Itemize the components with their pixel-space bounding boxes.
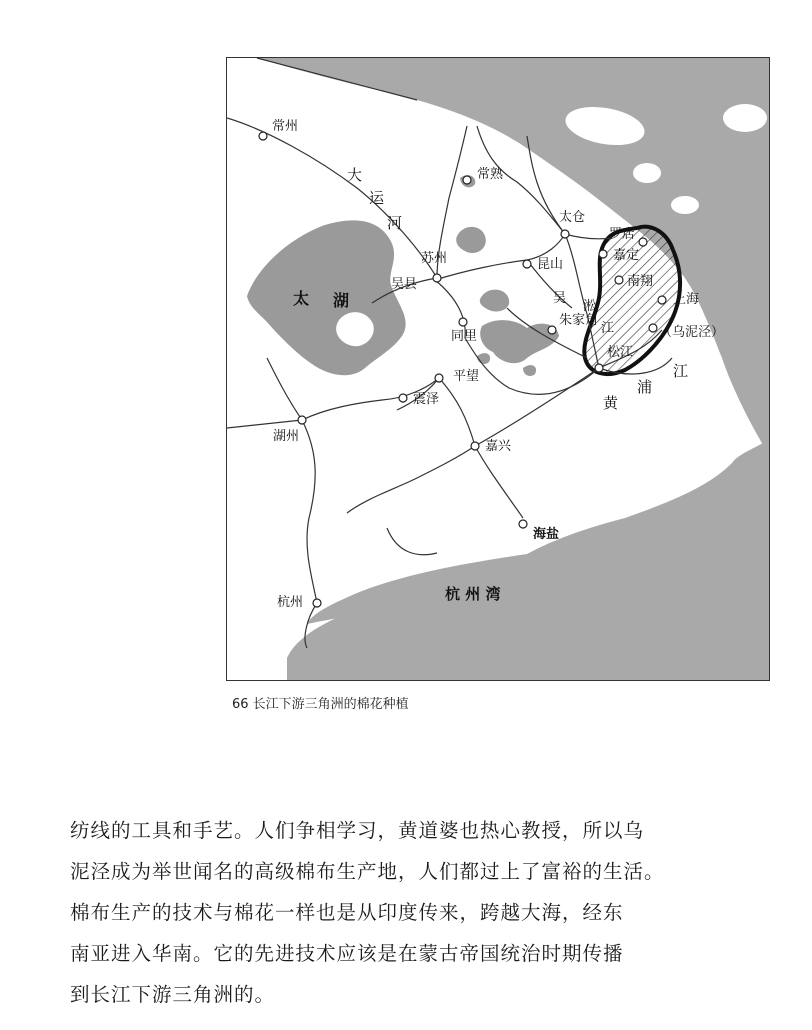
label-jiang2: 江 — [673, 362, 689, 380]
body-line-3: 棉布生产的技术与棉花一样也是从印度传来，跨越大海，经东 — [70, 901, 624, 924]
label-changshu: 常熟 — [477, 167, 504, 182]
city-marker-suzhou — [433, 274, 441, 282]
delta-cotton-map — [226, 57, 770, 681]
lake-dianshan — [480, 290, 509, 312]
city-marker-changshu — [463, 176, 471, 184]
label-jiading: 嘉定 — [613, 248, 640, 263]
label-suzhou: 苏州 — [421, 251, 448, 266]
body-line-4: 南亚进入华南。它的先进技术应该是在蒙古帝国统治时期传播 — [70, 942, 624, 965]
city-marker-huzhou — [298, 416, 306, 424]
city-marker-hangzhou — [313, 599, 321, 607]
city-marker-zhenze — [399, 394, 407, 402]
label-hangzhou-bay: 杭 州 湾 — [445, 585, 501, 603]
body-paragraph — [70, 810, 760, 1015]
label-canal-he: 河 — [387, 214, 403, 232]
lake-small-2 — [523, 365, 536, 376]
body-line-5: 到长江下游三角洲的。 — [70, 983, 276, 1006]
body-line-2: 泥泾成为举世闻名的高级棉布生产地，人们都过上了富裕的生活。 — [70, 860, 665, 883]
label-kunshan: 昆山 — [537, 257, 564, 272]
city-marker-pingwang — [435, 374, 443, 382]
city-marker-haiyan — [519, 520, 527, 528]
label-jiang1: 江 — [601, 321, 615, 336]
city-marker-shanghai — [658, 296, 666, 304]
label-nanxiang: 南翔 — [627, 274, 654, 289]
city-marker-kunshan — [523, 260, 531, 268]
label-wu: 吴 — [553, 291, 567, 306]
label-zhujiajiao: 朱家角 — [559, 313, 599, 328]
label-luodian: 罗店 — [609, 227, 636, 242]
city-marker-zhujiajiao — [548, 326, 556, 334]
label-zhenze: 震泽 — [413, 392, 440, 407]
label-pu: 浦 — [637, 378, 653, 396]
label-changzhou: 常州 — [272, 119, 299, 134]
label-canal-da: 大 — [347, 166, 363, 184]
city-marker-changzhou — [259, 132, 267, 140]
city-marker-wunijing — [649, 324, 657, 332]
label-songjiang: 松江 — [607, 345, 634, 360]
city-marker-jiaxing — [471, 442, 479, 450]
label-huzhou: 湖州 — [273, 429, 300, 444]
city-marker-taicang — [561, 230, 569, 238]
label-taicang: 太仓 — [559, 210, 586, 225]
sea-east — [287, 438, 770, 681]
label-pingwang: 平望 — [453, 369, 480, 384]
label-song: 淞 — [583, 299, 597, 314]
lake-tai — [247, 220, 406, 375]
label-canal-yun: 运 — [369, 189, 385, 207]
body-line-1: 纺线的工具和手艺。人们争相学习，黄道婆也热心教授，所以乌 — [70, 819, 645, 842]
label-huang: 黄 — [603, 394, 619, 412]
city-marker-jiading — [599, 250, 607, 258]
label-jiaxing: 嘉兴 — [485, 439, 512, 454]
label-shanghai: 上海 — [673, 292, 700, 307]
label-haiyan: 海盐 — [533, 527, 560, 542]
city-marker-luodian — [639, 238, 647, 246]
label-tongli: 同里 — [451, 329, 478, 344]
label-taihu-tai: 太 — [293, 289, 310, 308]
lake-yangcheng — [456, 227, 486, 253]
lake-cluster — [480, 320, 559, 363]
label-wunijing: （乌泥泾） — [659, 325, 725, 340]
map-caption: 66 长江下游三角洲的棉花种植 — [232, 697, 409, 712]
island-4 — [723, 104, 767, 132]
city-marker-songjiang — [595, 364, 603, 372]
island-3 — [671, 196, 699, 214]
city-marker-nanxiang — [615, 276, 623, 284]
label-hangzhou: 杭州 — [277, 595, 304, 610]
city-marker-tongli — [459, 318, 467, 326]
label-taihu-hu: 湖 — [333, 291, 350, 310]
island-2 — [633, 163, 661, 183]
label-wuxian: 吴县 — [391, 277, 418, 292]
